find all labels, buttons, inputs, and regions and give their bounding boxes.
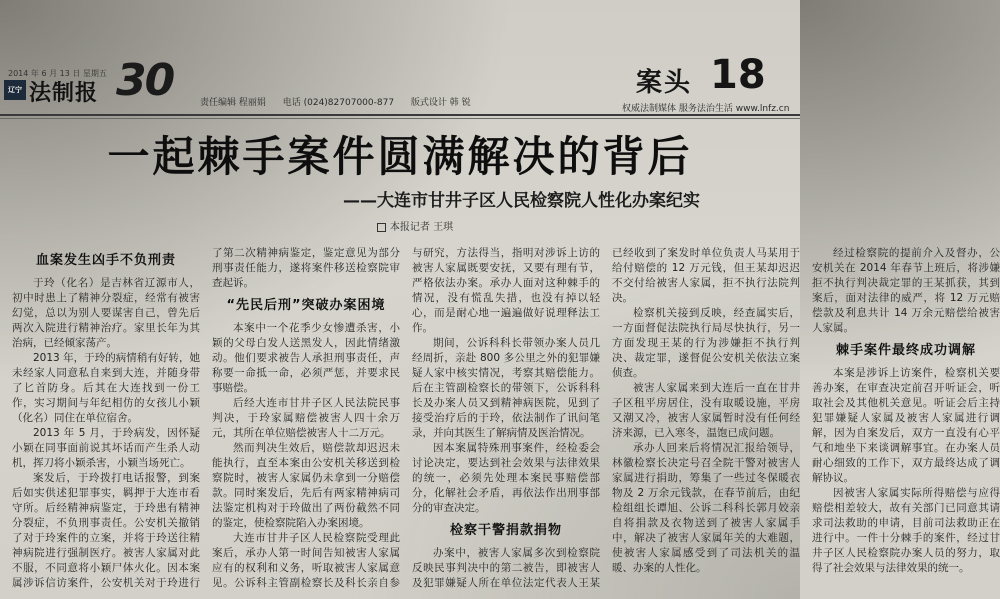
section-heading: “先民后刑”突破办案困境 xyxy=(226,298,386,313)
editor-credit: 责任编辑 程丽娟 xyxy=(200,98,266,108)
article-paragraph: 本案中一个花季少女惨遭杀害，小颖的父母白发人送黑发人，因此情绪激动。他们要求被告人承担刑事责任，声称要一命抵一命，必须严惩，并要求民事赔偿。 xyxy=(212,322,400,394)
article-paragraph: 办案中，被害人家属多次到检察院反映民事判决中的第二被告，即被害人及犯罪嫌疑人所在单位法定代表人王某已经收到了案发时单位负责人马某用于给付赔偿的 12 万元钱，但王某却迟迟不交付给被害人家属，拒不执行法院判决。 xyxy=(412,247,800,589)
article-paragraph: 大连市甘井子区人民检察院受理此案后，承办人第一时间告知被害人家属应有的权利和义务，听取被害人家属意见。公诉科主管副检察长及科长亲自参与研究，方法得当，指明对涉诉上访的被害人家属既要安抚，又要有理有节，严格依法办案。承办人面对这种棘手的情况，没有慌乱失措，也没有掉以轻心，而是耐心地一遍遍做好说理释法工作。 xyxy=(212,247,600,589)
phone-credit: 电话 (024)82707000-877 xyxy=(282,98,395,108)
paper-logo: 法制报 xyxy=(29,81,99,106)
article-paragraph: 因被害人家属实际所得赔偿与应得赔偿相差较大，故有关部门已同意其请求司法救助的申请，目前司法救助正在进行中。一件十分棘手的案件，经过甘井子区人民检察院办案人员的努力，取得了社会效果与法律效果的统一。 xyxy=(812,487,1000,574)
article-paragraph: 然而判决生效后，赔偿款却迟迟未能执行，直至本案由公安机关移送到检察院时，被害人家属仍未拿到一分赔偿款。同时案发后，先后有两家精神病司法鉴定机构对于玲做出了两份截然不同的鉴定，使检察院陷入办案困境。 xyxy=(212,442,400,529)
article-paragraph: 本案是涉诉上访案件，检察机关要善办案，在审查决定前召开听证会，听取社会及其他机关意见。听证会后主持犯罪嫌疑人家属及被害人家属进行调解，因为自案发后，双方一直没有心平气和地坐下来谈调解事宜。在办案人员耐心细致的工作下，双方最终达成了调解协议。 xyxy=(812,367,1000,484)
article-paragraph: 案发后，于玲拨打电话报警，到案后如实供述犯罪事实，羁押于大连市看守所。后经精神病鉴定，于玲患有精神分裂症，不负刑事责任。公安机关撤销了对于玲案件的立案，并将于玲送往精神病院进行强制医疗。被害人家属对此不服，不同意将小颖尸体火化。因本案属涉诉信访案件，公安机关对于玲进行了第二次精神病鉴定，鉴定意见为部分刑事责任能力，遂将案件移送检察院审查起诉。 xyxy=(12,247,400,589)
byline-text: 本报记者 王琪 xyxy=(389,222,454,233)
masthead-rule-thin xyxy=(0,118,800,119)
region-badge: 辽宁 xyxy=(4,80,26,100)
page-credits xyxy=(200,95,485,108)
square-bullet-icon xyxy=(377,223,386,232)
paper-slogan: 权威法制媒体 服务法治生活 www.lnfz.cn xyxy=(622,104,790,114)
article-paragraph: 检察机关接到反映，经查属实后，一方面督促法院执行局尽快执行，另一方面发现王某的行为涉嫌拒不执行判决、裁定罪，遂督促公安机关依法立案侦查。 xyxy=(612,307,800,379)
article-paragraph: 2013 年 5 月，于玲病发，因怀疑小颖在同事面前说其坏话而产生杀人动机，挥刀将小颖杀害，小颖当场死亡。 xyxy=(12,427,200,469)
section-heading: 血案发生凶手不负刑责 xyxy=(35,253,176,268)
byline xyxy=(330,218,500,233)
masthead-rule xyxy=(0,114,800,116)
issue-date: 2014 年 6 月 13 日 星期五 xyxy=(8,69,107,78)
article-headline: 一起棘手案件圆满解决的背后 xyxy=(107,132,693,181)
article-paragraph: 承办人回来后将情况汇报给领导，林徽检察长决定号召全院干警对被害人家属进行捐助，筹集了一些过冬保暖衣物及 2 万余元钱款，在春节前后，由纪检组组长谭旭、公诉二科科长郭月姣亲自将捐款及衣物送到了被害人家属手中，解决了被害人家属年关的大难题，使被害人家属感受到了司法机关的温暖、办案的人性化。 xyxy=(612,442,800,574)
designer-credit: 版式设计 韩 锐 xyxy=(410,98,471,108)
article-paragraph: 于玲（化名）是吉林省辽源市人，初中时患上了精神分裂症，经常有被害幻觉，总以为别人要谋害自己，曾先后两次入院进行精神治疗。家里长年为其治病，已经倾家荡产。 xyxy=(12,277,200,349)
article-subheadline: ——大连市甘井子区人民检察院人性化办案纪实 xyxy=(343,191,700,211)
section-title: 案头 xyxy=(636,68,693,98)
article-columns xyxy=(12,246,1000,599)
article-body xyxy=(12,246,1000,599)
section-heading: 检察干警捐款捐物 xyxy=(449,523,562,538)
page-number: 18 xyxy=(710,52,766,98)
article-paragraph: 经过检察院的提前介入及督办，公安机关在 2014 年春节上班后，将涉嫌拒不执行判决裁定罪的王某抓获，其到案后，面对法律的威严，将 12 万元赔偿款及利息共计 14 万余元赔偿给被害人家属。 xyxy=(812,247,1000,334)
article-paragraph: 被害人家属来到大连后一直在甘井子区租平房居住，没有取暖设施，平房又潮又冷，被害人家属暂时没有任何经济来源，已入寒冬，温饱已成问题。 xyxy=(612,382,800,439)
article-paragraph: 因本案属特殊刑事案件，经检委会讨论决定，要达到社会效果与法律效果的统一，必须先处理本案民事赔偿部分，化解社会矛盾，再依法作出刑事部分的审查决定。 xyxy=(412,442,600,514)
anniversary-logo: 30 xyxy=(116,55,174,106)
article-paragraph: 期间，公诉科科长带领办案人员几经周折，亲赴 800 多公里之外的犯罪嫌疑人家中核实情况，考察其赔偿能力。后在主管副检察长的带领下，公诉科科长及办案人员又到精神病医院，见到了接受治疗后的于玲，依法制作了讯问笔录，并向其医生了解病情及医治情况。 xyxy=(412,337,600,439)
article-paragraph: 2013 年，于玲的病情稍有好转，她未经家人同意私自来到大连，并随身带了匕首防身。后其在大连找到一份工作，实习期间与年纪相仿的女孩儿小颖（化名）同住在单位宿舍。 xyxy=(12,352,200,424)
article-paragraph: 后经大连市甘井子区人民法院民事判决，于玲家属赔偿被害人四十余万元，其所在单位赔偿被害人十二万元。 xyxy=(212,397,400,439)
section-heading: 棘手案件最终成功调解 xyxy=(835,343,976,358)
